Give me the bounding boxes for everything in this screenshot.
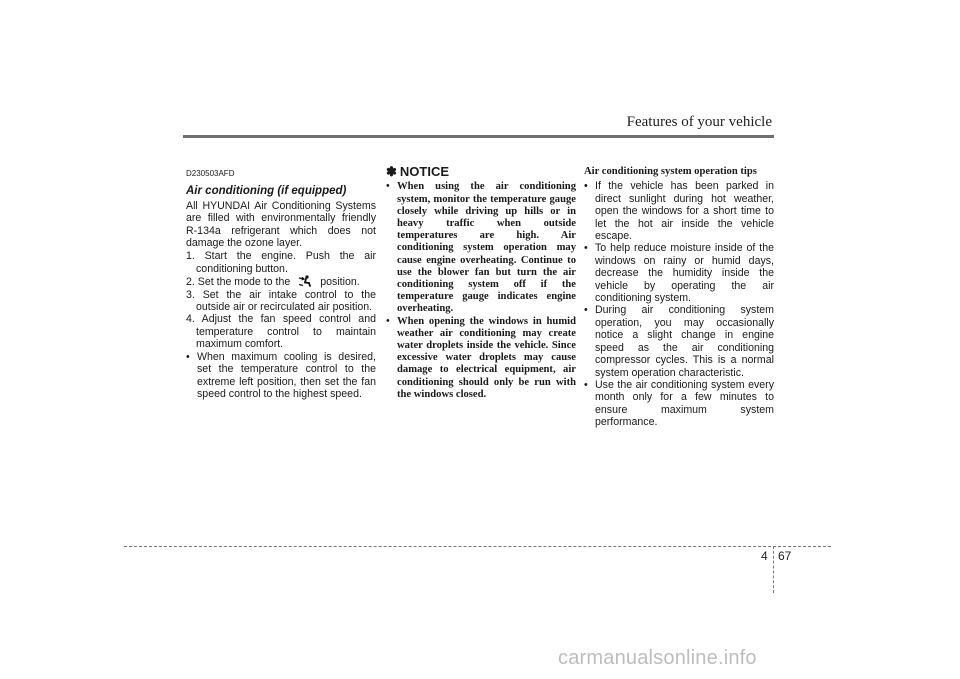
chapter-number: 4 [761, 549, 768, 563]
notice-heading-text: NOTICE [399, 164, 450, 179]
notice-star-icon: ✽ [386, 164, 397, 179]
tip-2-text: To help reduce moisture inside of the windows on rainy or humid days, decrease the humidity inside the vehicle by operating the air conditioning system. [595, 242, 774, 305]
section-code: D230503AFD [186, 169, 235, 178]
notice-heading [386, 166, 576, 178]
column-operation-tips [584, 166, 774, 429]
tip-1-text: If the vehicle has been parked in direct sunlight during hot weather, open the windows for a short time to let the hot air inside the vehicle escape. [595, 180, 774, 243]
notice-bullet-2 [386, 316, 576, 401]
notice-bullet-1 [386, 181, 576, 315]
bullet-dot: • [584, 180, 588, 193]
column-notice [386, 166, 576, 401]
tip-4 [584, 379, 774, 429]
step-4: 4. Adjust the fan speed control and temperature control to maintain maximum comfort. [186, 313, 376, 351]
cooling-bullet [186, 351, 376, 401]
tip-3-text: During air conditioning system operation, you may occasionally notice a slight change in engine speed as the air conditioning compressor cycles. This is a normal system operation characteristic. [595, 304, 774, 379]
intro-paragraph: All HYUNDAI Air Conditioning Systems are filled with environmentally friendly R-134a refrigerant which does not damage the ozone layer. [186, 199, 376, 250]
column-air-conditioning [186, 166, 376, 400]
bullet-dot: • [186, 350, 190, 363]
step-1: 1. Start the engine. Push the air conditioning button. [186, 250, 376, 275]
header-rule [183, 135, 774, 138]
tip-2 [584, 242, 774, 304]
tips-heading: Air conditioning system operation tips [584, 166, 757, 177]
section-title: Air conditioning (if equipped) [186, 185, 347, 198]
tip-3 [584, 304, 774, 378]
page-number: 67 [778, 549, 792, 563]
footer-vertical-rule [773, 546, 774, 593]
page-header-title: Features of your vehicle [626, 114, 772, 130]
bullet-dot: • [584, 378, 588, 391]
tip-4-text: Use the air conditioning system every month only for a few minutes to ensure maximum system performance. [595, 378, 774, 429]
step-2-suffix: position. [320, 276, 360, 289]
notice-bullet-2-text: When opening the windows in humid weather air conditioning may create water droplets inside the vehicle. Since excessive water droplets may cause damage to electrical equipment, air conditioning should only be run with the windows closed. [397, 315, 576, 400]
bullet-dot: • [386, 181, 390, 193]
step-3: 3. Set the air intake control to the outside air or recirculated air position. [186, 288, 376, 314]
bullet-dot: • [584, 242, 588, 255]
notice-bullet-1-text: When using the air conditioning system, monitor the temperature gauge closely while driving up hills or in heavy traffic when outside temperatures are high. Air conditioning system operation may cause engine overheating. Continue to use the blower fan but turn the air conditioning system off if the temperature gauge indicates engine overheating. [397, 181, 576, 315]
watermark: carmanualsonline.info [558, 647, 757, 669]
step-2-text: 2. Set the mode to the [186, 276, 291, 289]
bullet-dot: • [386, 315, 390, 327]
footer-rule [124, 546, 831, 547]
cooling-bullet-text: When maximum cooling is desired, set the temperature control to the extreme left position, then set the fan speed control to the highest speed. [197, 350, 376, 400]
tip-1 [584, 180, 774, 242]
vent-floor-mode-icon [298, 275, 314, 287]
bullet-dot: • [584, 304, 588, 317]
step-2 [186, 275, 376, 288]
